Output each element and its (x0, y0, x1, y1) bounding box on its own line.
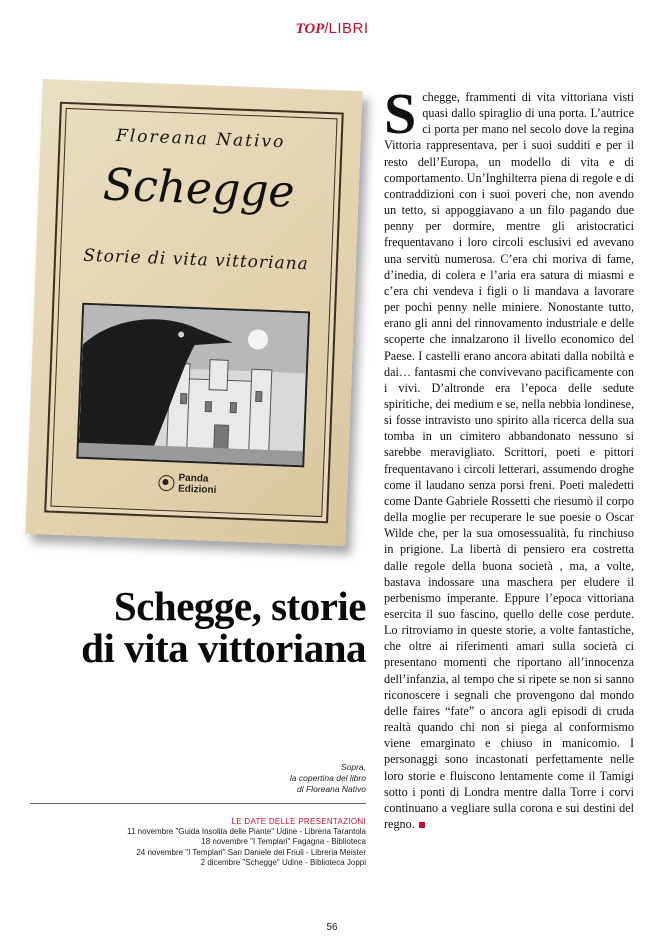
article-text: chegge, frammenti di vita vittoriana visti quasi dallo spiraglio di una porta. L’autrice ci porta per mano nel secolo dove la regina Vittoria rappresentava, per i suoi sudditi e per il resto dell’Europa, un modello di vita e di comportamento. Un’Inghilterra piena di regole e di contraddizioni con i suoi poveri che, non avendo un tetto, si appoggiavano a un filo pagando due penny per dormire, mentre gli aristocratici frequentavano i loro circoli esclusivi ed avevano una servitù numerosa. C’era chi moriva di fame, d’inedia, di colera e l’aria era satura di miasmi e c’era chi vendeva i figli o li mandava a lavorare per pochi penny nelle miniere. Nonostante tutto, erano gli anni del rinnovamento industriale e delle scoperte che innalzarono il livello economico del Paese. I castelli erano ancora abitati dalla nobiltà e dai… fantasmi che convivevano pacificamente con i vivi. D’altronde era l’epoca delle sedute spiritiche, dei medium e se, nella nebbia londinese, si fosse intravisto uno spirito alla ricerca della sua tomba in un cimitero abbandonato nessuno si sarebbe meravigliato. Scrittori, poeti e pittori frequentavano i circoli letterari, assumendo droghe come il laudano senza porsi freni. Poeti maledetti come Dante Gabriele Rossetti che riesumò il corpo della moglie per recuperare le sue poesie o Oscar Wilde che, per la sua omosessualità, fu rinchiuso in prigione. La libertà di pensiero era costretta dalle regole della buona società , ma, a volte, bastava indossare una maschera per eludere il perbenismo imperante. Eppure l’epoca vittoriana esercita il suo fascino, quello delle cose perdute. Lo ritroviamo in queste storie, a volte fantastiche, che oltre ai riferimenti amari sulla società ci presentano momenti che riportano all’innocenza dell’infanzia, al tempo che si ripete se non si sanno riconoscere i segnali che provengono dal mondo delle faires “fate” o ancora agli episodi di cruda realtà quando chi non si piega al conformismo viene emarginato e chiuso in manicomio. I personaggi sono incastonati perfettamente nelle loro storie e fluiscono lentamente come il Tamigi sotto i ponti di Londra mentre dalla Torre i corvi continuano a vegliare sulla corona e sui destini del regno. (384, 90, 634, 832)
castle-icon (167, 358, 272, 452)
publisher-name: Panda (178, 472, 209, 485)
divider (30, 803, 366, 804)
article-headline (30, 585, 366, 669)
book-cover (25, 79, 362, 546)
presentations-title: LE DATE DELLE PRESENTAZIONI (231, 817, 366, 826)
drop-cap: S (384, 81, 417, 146)
caption-line-1: Sopra, (340, 762, 366, 772)
brand-logo: TOP (295, 21, 325, 37)
cover-title: Schegge (102, 159, 296, 218)
presentations-list (60, 827, 366, 869)
article-body (384, 81, 634, 832)
section-label: LIBRI (328, 20, 369, 37)
end-mark-icon (419, 822, 425, 828)
presentation-item: 18 novembre "I Templari" Fagagna - Biblioteca (201, 837, 366, 847)
presentation-item: 2 dicembre "Schegge" Udine - Biblioteca Joppi (200, 858, 366, 868)
presentation-item: 11 novembre "Guida Insolita delle Piante" Udine - Libreria Tarantola (127, 827, 366, 836)
headline-line-2: di vita vittoriana (81, 625, 366, 671)
cover-illustration (76, 303, 310, 468)
panda-icon (158, 475, 175, 492)
caption-line-3: di Floreana Nativo (297, 784, 366, 794)
article-paragraph (384, 81, 634, 832)
caption-line-2: la copertina del libro (289, 773, 366, 783)
publisher-suffix: Edizioni (177, 483, 217, 496)
cover-author: Floreana Nativo (115, 125, 286, 153)
page-number: 56 (326, 922, 338, 933)
book-cover-image (34, 85, 364, 548)
cover-subtitle: Storie di vita vittoriana (82, 245, 310, 275)
presentation-item: 24 novembre "I Templari" San Daniele del Friuli - Libreria Meister (136, 847, 366, 857)
headline-line-1: Schegge, storie (113, 583, 366, 629)
section-header (0, 20, 664, 38)
image-caption (150, 762, 366, 795)
header-separator: / (324, 20, 329, 37)
raven-castle-illustration (78, 305, 308, 465)
